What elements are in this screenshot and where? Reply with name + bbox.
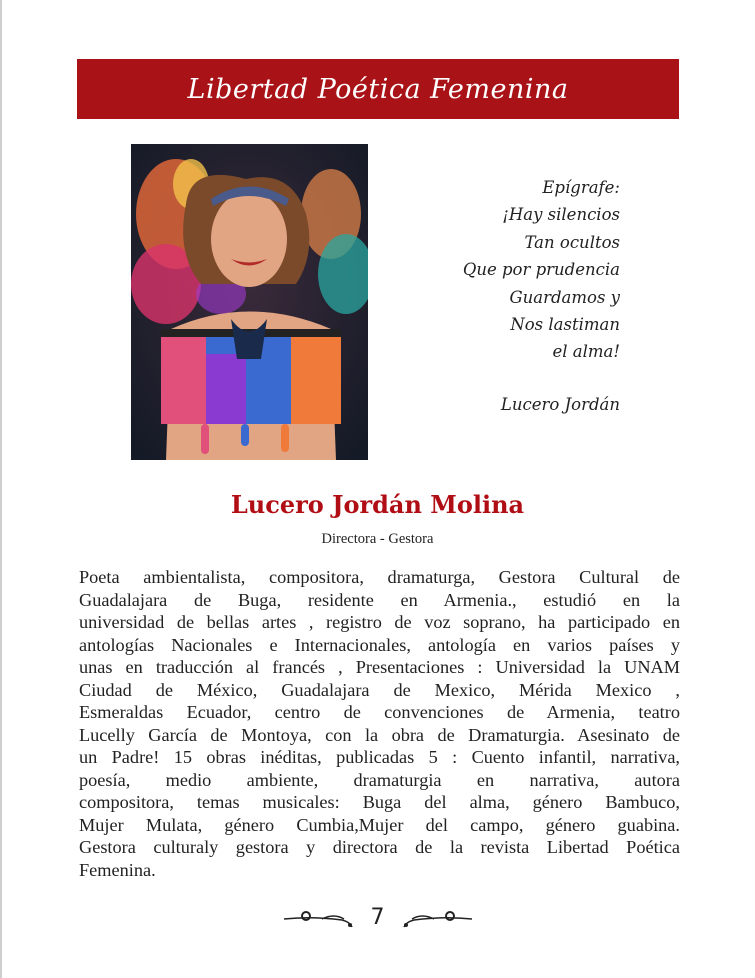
bio-line: Poeta ambientalista, compositora, dramaturga, Gestora Cultural de (79, 567, 680, 587)
bio-line: Guadalajara de Buga, residente en Armenia., estudió en la (79, 589, 680, 610)
epigraph (360, 174, 620, 418)
bio-line: Mujer Mulata, género Cumbia,Mujer del campo, género guabina. (79, 814, 680, 835)
bio-line: universidad de bellas artes , registro de voz soprano, ha participado en (79, 612, 680, 632)
bio-line: Lucelly García de Montoya, con la obra de Dramaturgia. Asesinato de (79, 724, 680, 745)
page-edge (0, 0, 2, 978)
left-flourish-icon (282, 907, 357, 929)
epigraph-line: Epígrafe: (542, 178, 620, 197)
right-flourish-icon (399, 907, 474, 929)
author-name: Lucero Jordán Molina (230, 490, 525, 519)
epigraph-line: el alma! (552, 342, 620, 362)
header-banner (77, 59, 679, 119)
epigraph-line: Nos lastiman (510, 314, 620, 334)
page-footer (0, 905, 755, 930)
epigraph-line: Tan ocultos (524, 232, 620, 252)
epigraph-author: Lucero Jordán (500, 394, 620, 414)
author-role: Directora - Gestora (321, 531, 434, 547)
bio-line: Femenina. (79, 859, 156, 880)
bio-line: Ciudad de México, Guadalajara de Mexico, Mérida Mexico , (79, 679, 680, 700)
bio-line: un Padre! 15 obras inéditas, publicadas 5 : Cuento infantil, narrativa, (79, 747, 680, 767)
bio-line: poesía, medio ambiente, dramaturgia en narrativa, autora (79, 769, 680, 790)
page-number: 7 (370, 905, 385, 930)
bio-line: Esmeraldas Ecuador, centro de convenciones de Armenia, teatro (79, 702, 680, 722)
bio-line: unas en traducción al francés , Presentaciones : Universidad la UNAM (79, 657, 680, 677)
epigraph-line: ¡Hay silencios (502, 205, 620, 225)
bio-line: Gestora culturaly gestora y directora de la revista Libertad Poética (79, 837, 680, 857)
epigraph-line: Guardamos y (509, 287, 620, 307)
biography (79, 566, 680, 881)
bio-line: compositora, temas musicales: Buga del alma, género Bambuco, (79, 792, 680, 812)
portrait-image (131, 144, 368, 460)
epigraph-line: Que por prudencia (462, 260, 620, 280)
magazine-title: Libertad Poética Femenina (187, 73, 569, 105)
bio-line: antologías Nacionales e Internacionales, antología en varios países y (79, 634, 680, 655)
